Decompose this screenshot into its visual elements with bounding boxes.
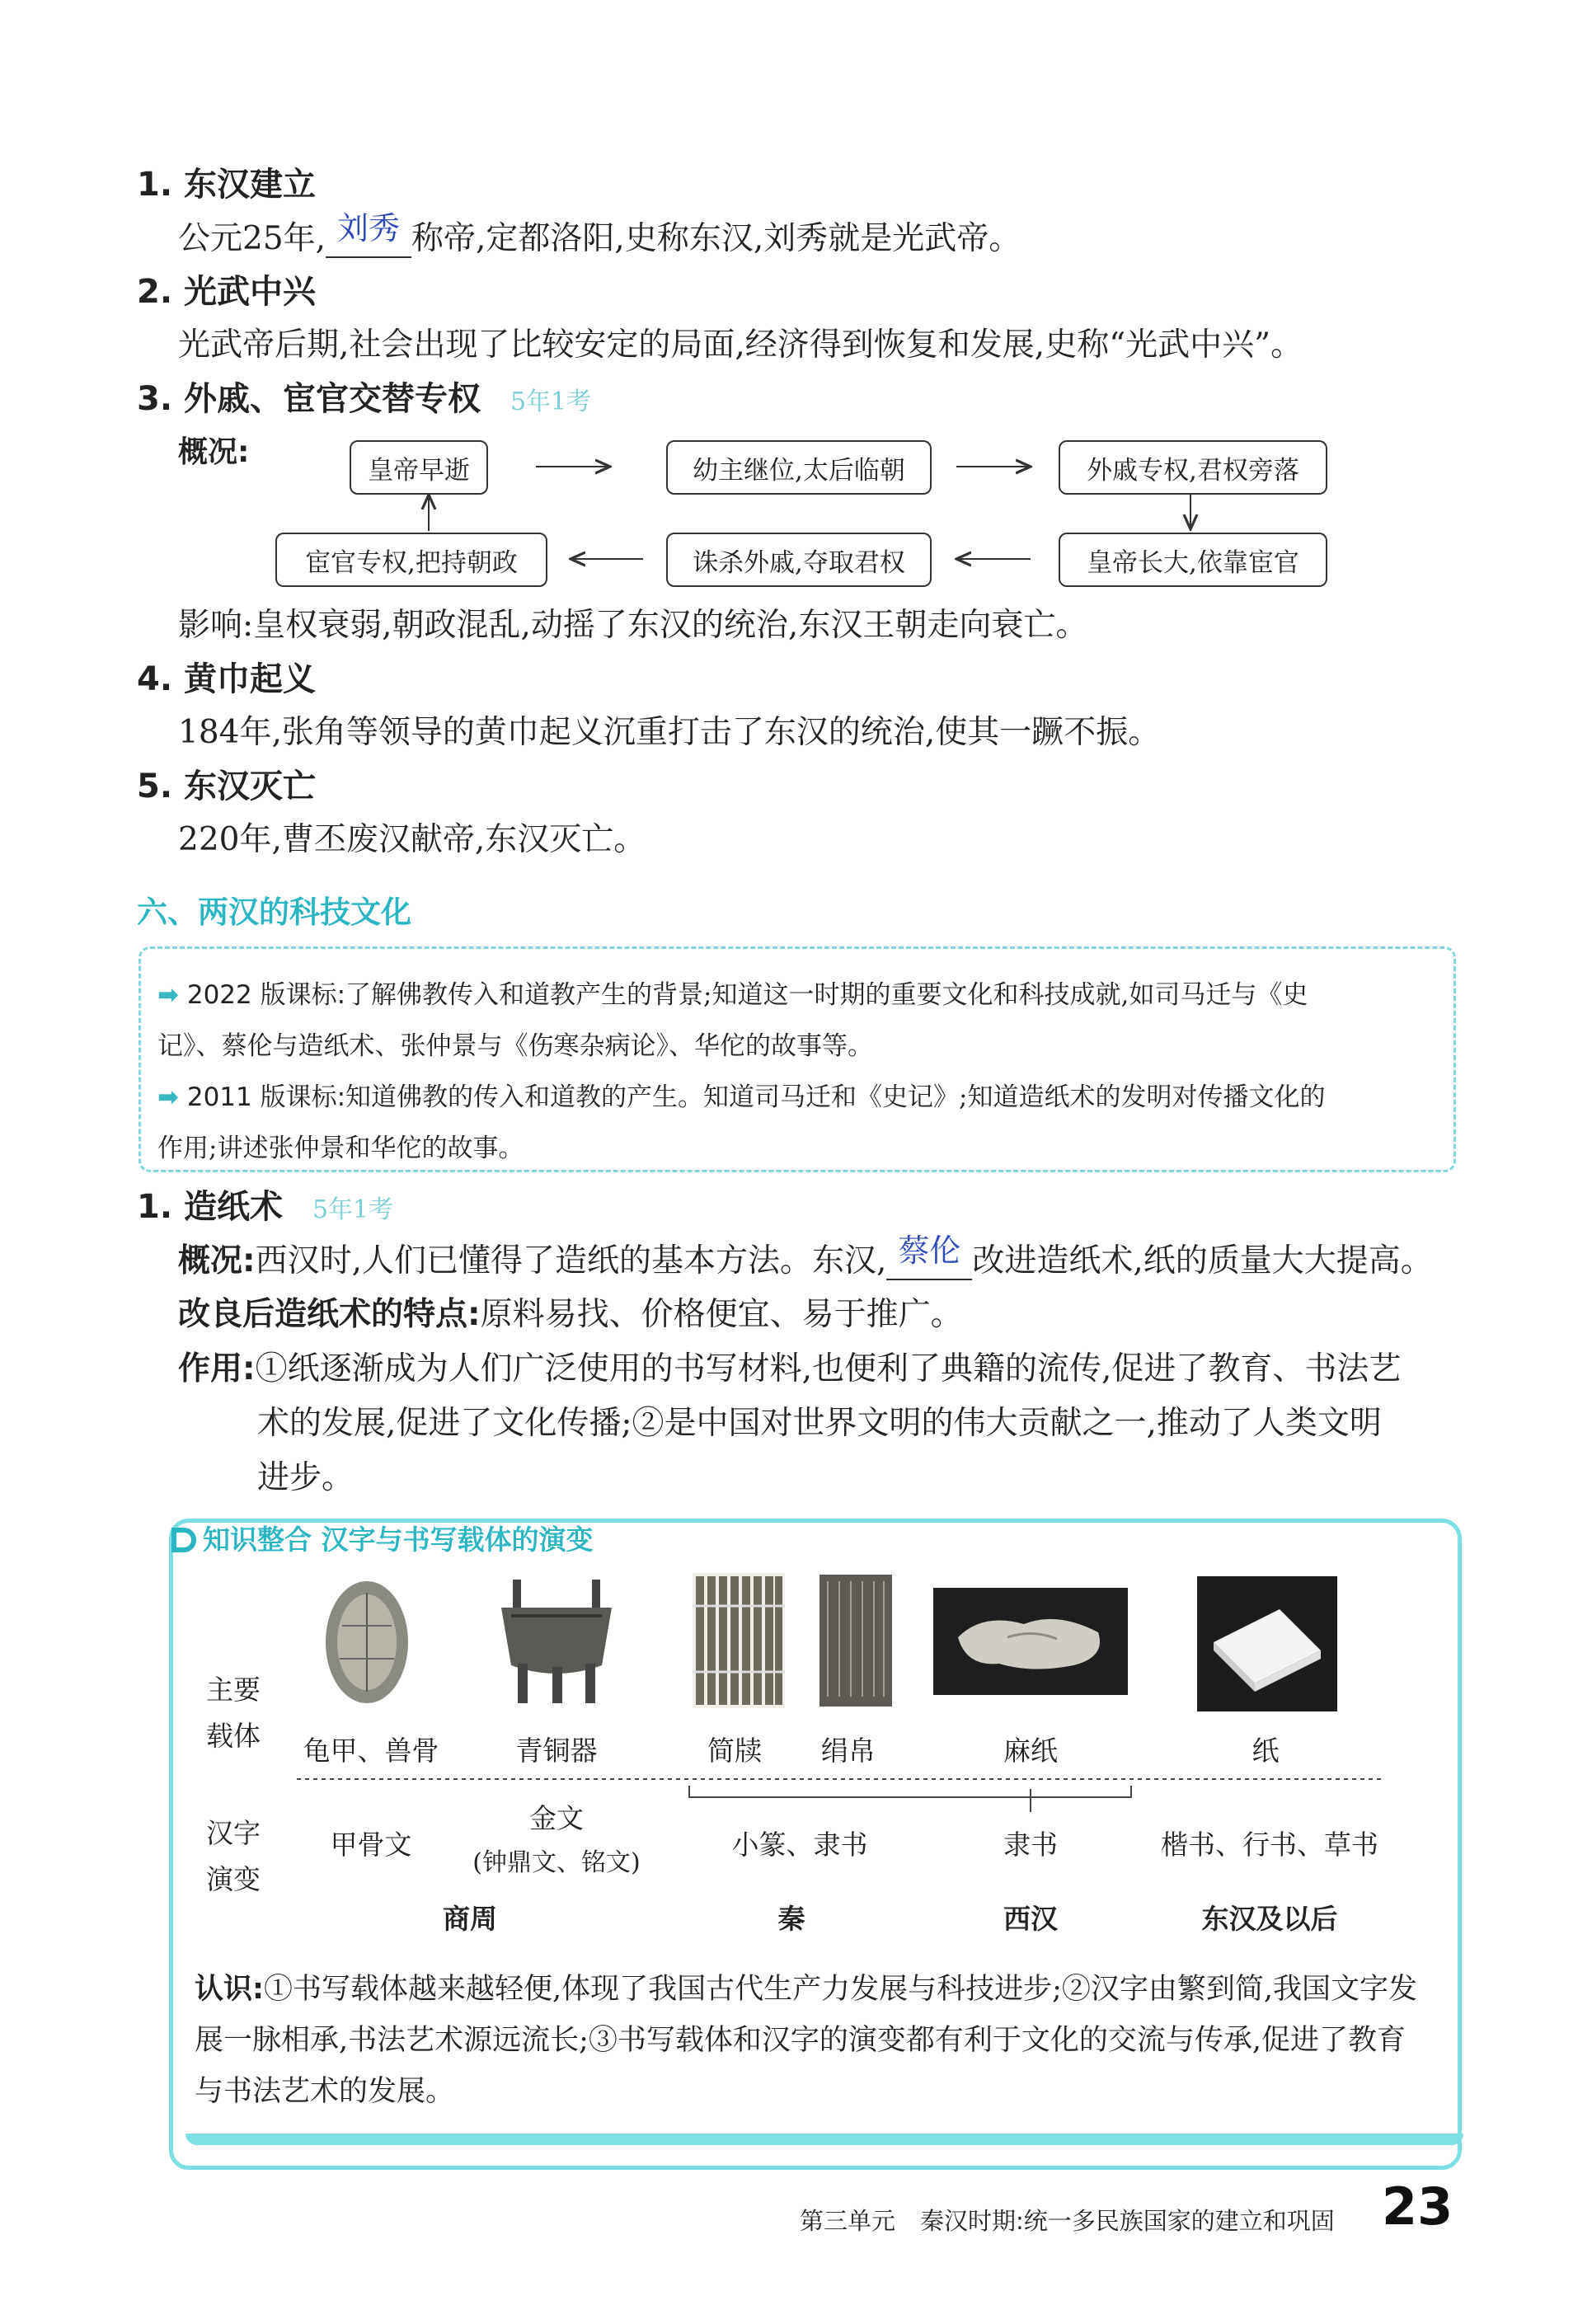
impact-text: 影响:皇权衰弱,朝政混乱,动摇了东汉的统治,东汉王朝走向衰亡。 <box>178 607 1088 644</box>
bamboo-slips-image <box>693 1573 785 1708</box>
answer-blank-liuxiu: 刘秀 <box>326 201 411 258</box>
papermaking-features: 改良后造纸术的特点:原料易找、价格便宜、易于推广。 <box>178 1296 963 1333</box>
section-title-papermaking: 1. 造纸术 5年1考 <box>137 1188 394 1226</box>
flow-step-rely-on-eunuchs: 皇帝长大,依靠宦官 <box>1059 533 1327 587</box>
papermaking-effect-line2: 术的发展,促进了文化传播;②是中国对世界文明的伟大贡献之一,推动了人类文明 <box>257 1405 1382 1442</box>
flow-step-emperor-dies-young: 皇帝早逝 <box>350 440 488 495</box>
d-badge-icon <box>171 1528 196 1552</box>
row-label-scripts-a: 汉字 <box>206 1817 261 1849</box>
arrow-right-icon: ➡ <box>157 980 179 1010</box>
hemp-paper-image <box>933 1588 1128 1695</box>
overview-label: 概况: <box>178 435 250 469</box>
script-oracle-bone: 甲骨文 <box>330 1829 412 1861</box>
insight-line1: 认识:①书写载体越来越轻便,体现了我国古代生产力发展与科技进步;②汉字由繁到简,我国文字发 <box>195 1973 1418 2006</box>
integration-title: 知识整合 汉字与书写载体的演变 <box>171 1519 594 1557</box>
standard-2022-line1: ➡ 2022 版课标:了解佛教传入和道教产生的背景;知道这一时期的重要文化和科技成就,如司马迁与《史 <box>157 980 1308 1010</box>
insight-line3: 与书法艺术的发展。 <box>195 2075 455 2108</box>
row-label-carriers-b: 载体 <box>206 1720 261 1752</box>
silk-manuscript-image <box>816 1573 895 1708</box>
east-han-founding-text: 公元25年, 刘秀 称帝,定都洛阳,史称东汉,刘秀就是光武帝。 <box>178 211 1021 268</box>
flow-step-eunuch-power: 宦官专权,把持朝政 <box>275 533 547 587</box>
arrow-right-icon: ➡ <box>157 1082 179 1112</box>
yellow-turban-text: 184年,张角等领导的黄巾起义沉重打击了东汉的统治,使其一蹶不振。 <box>178 714 1161 751</box>
script-seal-clerical: 小篆、隶书 <box>731 1829 868 1861</box>
tortoise-shell-image <box>322 1576 412 1707</box>
script-clerical: 隶书 <box>1003 1829 1058 1861</box>
script-bronze-inscription: 金文 <box>529 1802 584 1834</box>
page-number: 23 <box>1382 2176 1453 2237</box>
answer-blank-cailun: 蔡伦 <box>886 1223 972 1280</box>
exam-frequency-tag: 5年1考 <box>510 387 592 416</box>
section-title-guangwu-revival: 2. 光武中兴 <box>137 273 316 311</box>
east-han-fall-text: 220年,曹丕废汉献帝,东汉灭亡。 <box>178 821 646 858</box>
flow-step-consort-power: 外戚专权,君权旁落 <box>1059 440 1327 495</box>
footer-chapter: 秦汉时期:统一多民族国家的建立和巩固 <box>920 2207 1335 2235</box>
carrier-hemp-paper: 麻纸 <box>1003 1735 1058 1767</box>
section-title-science-culture: 六、两汉的科技文化 <box>137 894 411 930</box>
paper-stack-image <box>1197 1576 1337 1711</box>
papermaking-effect-line1: 作用:①纸逐渐成为人们广泛使用的书写材料,也便利了典籍的流传,促进了教育、书法艺 <box>178 1350 1402 1387</box>
insight-line2: 展一脉相承,书法艺术源远流长;③书写载体和汉字的演变都有利于文化的交流与传承,促进了教育 <box>195 2024 1407 2057</box>
section-title-east-han-founding: 1. 东汉建立 <box>137 166 316 204</box>
row-label-scripts-b: 演变 <box>206 1863 261 1895</box>
era-qin: 秦 <box>777 1903 805 1935</box>
flow-arrows <box>0 0 1592 660</box>
carrier-silk: 绢帛 <box>821 1735 876 1767</box>
section-title-east-han-fall: 5. 东汉灭亡 <box>137 768 316 805</box>
bronze-ding-image <box>495 1575 618 1707</box>
curriculum-standards-box <box>139 946 1456 1172</box>
papermaking-overview: 概况:西汉时,人们已懂得了造纸的基本方法。东汉, 蔡伦 改进造纸术,纸的质量大大提高。 <box>178 1233 1433 1290</box>
flow-step-young-ruler: 幼主继位,太后临朝 <box>666 440 932 495</box>
section-title-eunuch-consort-power: 3. 外戚、宦官交替专权 5年1考 <box>137 380 592 418</box>
standard-2011-line1: ➡ 2011 版课标:知道佛教的传入和道教的产生。知道司马迁和《史记》;知道造纸术的发明对传播文化的 <box>157 1082 1326 1112</box>
standard-2022-line2: 记》、蔡伦与造纸术、张仲景与《伤寒杂病论》、华佗的故事等。 <box>157 1031 873 1061</box>
row-label-carriers-a: 主要 <box>206 1674 261 1706</box>
era-eastern-han-later: 东汉及以后 <box>1201 1903 1338 1935</box>
script-bronze-inscription-note: (钟鼎文、铭文) <box>472 1848 641 1877</box>
carrier-paper: 纸 <box>1252 1735 1280 1767</box>
footer-unit: 第三单元 <box>800 2207 896 2235</box>
standard-2011-line2: 作用;讲述张仲景和华佗的故事。 <box>157 1134 524 1163</box>
guangwu-revival-text: 光武帝后期,社会出现了比较安定的局面,经济得到恢复和发展,史称“光武中兴”。 <box>178 326 1303 364</box>
carrier-bamboo-slips: 简牍 <box>707 1735 762 1767</box>
era-western-han: 西汉 <box>1003 1903 1058 1935</box>
section-title-yellow-turban: 4. 黄巾起义 <box>137 660 316 698</box>
flow-step-kill-consorts: 诛杀外戚,夺取君权 <box>666 533 932 587</box>
era-shang-zhou: 商周 <box>443 1903 497 1935</box>
carrier-bronze: 青铜器 <box>515 1735 598 1767</box>
carrier-shell-bone: 龟甲、兽骨 <box>303 1735 439 1767</box>
script-regular-running-cursive: 楷书、行书、草书 <box>1161 1829 1378 1861</box>
papermaking-effect-line3: 进步。 <box>257 1459 355 1496</box>
exam-frequency-tag: 5年1考 <box>312 1195 394 1224</box>
